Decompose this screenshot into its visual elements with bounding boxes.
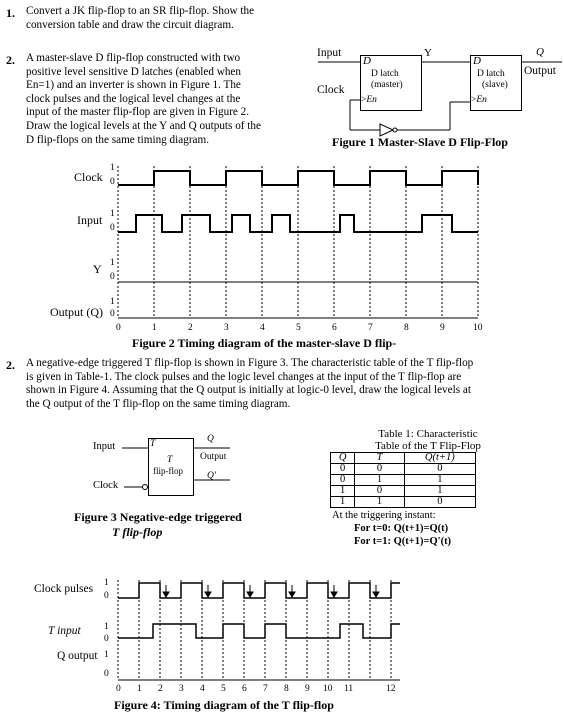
tick-label: 0: [116, 684, 121, 694]
figure-2-caption: Figure 2 Timing diagram of the master-slave D flip-: [132, 336, 397, 350]
tick-label: 3: [179, 684, 184, 694]
q2a-line: En=1) and an inverter is shown in Figure 1. The: [26, 79, 241, 92]
q-out-label: Q: [207, 434, 214, 444]
question-2a-text: [26, 52, 296, 147]
master-en-label: En: [366, 95, 377, 105]
table-row: [331, 475, 476, 486]
level-0: 0: [104, 591, 109, 601]
tick-label: 9: [305, 684, 310, 694]
level-0: 0: [104, 669, 109, 679]
master-latch-name: D latch: [371, 69, 399, 79]
q2a-line: clock pulses and the logical level changes at the: [26, 92, 241, 105]
question-1-number: 1.: [6, 6, 15, 20]
tick-label: 5: [221, 684, 226, 694]
table-1-rule-0: For t=0: Q(t+1)=Q(t): [354, 523, 449, 534]
table-header: T: [355, 453, 404, 464]
input-label: Input: [317, 47, 342, 59]
level-1: 1: [104, 578, 109, 588]
level-1: 1: [110, 297, 115, 307]
table-1-rule-1: For t=1: Q(t+1)=Q'(t): [354, 536, 452, 547]
q2a-line: A master-slave D flip-flop constructed with two: [26, 52, 241, 64]
q2a-line: D flip-flops on the same timing diagram.: [26, 133, 210, 146]
t-output-label: Output: [200, 452, 227, 462]
tick-label: 6: [242, 684, 247, 694]
ff-t-label: T: [167, 455, 173, 465]
master-en-pin: >En: [361, 95, 377, 105]
q1-line: Convert a JK flip-flop to an SR flip-flop. Show the: [26, 5, 255, 17]
level-1: 1: [110, 258, 115, 268]
q2b-line: shown in Figure 4. Assuming that the Q output is initially at logic-0 level, draw the logical levels at: [26, 384, 471, 397]
table-1-title-2: Table of the T Flip-Flop: [375, 440, 481, 452]
table-cell: 1: [355, 497, 404, 508]
q2a-line: input of the master flip-flop are given in Figure 2.: [26, 106, 250, 119]
table-row: [331, 497, 476, 508]
figure-3-caption-2: T flip-flop: [112, 525, 163, 539]
signal-label-q-output: Q output: [57, 650, 98, 662]
figure-4-caption: Figure 4: Timing diagram of the T flip-flop: [114, 698, 334, 712]
signal-label-y: Y: [93, 262, 102, 276]
signal-label-t-input: T input: [48, 625, 81, 637]
signal-label-clock-pulses: Clock pulses: [34, 583, 94, 595]
table-cell: 0: [355, 464, 404, 475]
t-input-label: Input: [93, 441, 116, 452]
table-cell: 0: [331, 475, 355, 486]
level-1: 1: [110, 209, 115, 219]
table-cell: 0: [355, 486, 404, 497]
q2a-line: positive level sensitive D latches (enabled when: [26, 65, 241, 78]
figure-1: [300, 42, 564, 152]
tick-label: 8: [404, 323, 409, 333]
tick-label: 4: [200, 684, 205, 694]
tick-label: 4: [260, 323, 265, 333]
slave-latch-sub: (slave): [482, 80, 508, 90]
tick-label: 9: [440, 323, 445, 333]
tick-label: 10: [473, 323, 483, 333]
signal-label-clock: Clock: [74, 170, 103, 184]
q2b-line: the Q output of the T flip-flop on the same timing diagram.: [26, 397, 291, 410]
table-cell: 0: [404, 497, 475, 508]
table-header: Q(t+1): [404, 453, 475, 464]
level-0: 0: [110, 177, 115, 187]
table-cell: 1: [331, 497, 355, 508]
tick-label: 10: [323, 684, 333, 694]
slave-en-pin: >En: [471, 95, 487, 105]
figure-3: [74, 430, 300, 530]
tick-label: 2: [158, 684, 163, 694]
master-d-pin: D: [363, 55, 371, 67]
table-cell: 1: [331, 486, 355, 497]
tick-label: 3: [224, 323, 229, 333]
tick-label: 0: [116, 323, 121, 333]
level-1: 1: [104, 622, 109, 632]
q2b-line: A negative-edge triggered T flip-flop is shown in Figure 3. The characteristic table of the T flip-flop: [26, 357, 474, 369]
table-cell: 1: [355, 475, 404, 486]
t-pin-label: T: [150, 439, 156, 449]
figure-4-waveforms: [0, 572, 564, 712]
q2a-line: Draw the logical levels at the Y and Q outputs of the: [26, 119, 261, 132]
tick-label: 6: [332, 323, 337, 333]
signal-label-input: Input: [77, 213, 103, 227]
ff-name-label: flip-flop: [153, 466, 183, 476]
figure-1-caption: Figure 1 Master-Slave D Flip-Flop: [332, 135, 508, 149]
tick-label: 2: [188, 323, 193, 333]
tick-label: 12: [386, 684, 396, 694]
tick-label: 8: [284, 684, 289, 694]
q2b-line: is given in Table-1. The clock pulses and the logic level changes at the input of the T flip-flop are: [26, 370, 462, 383]
tick-label: 1: [152, 323, 157, 333]
table-cell: 0: [331, 464, 355, 475]
level-0: 0: [110, 309, 115, 319]
table-cell: 1: [404, 486, 475, 497]
level-0: 0: [110, 272, 115, 282]
characteristic-table: [330, 452, 476, 508]
level-0: 0: [110, 223, 115, 233]
table-row: [331, 464, 476, 475]
level-1: 1: [110, 163, 115, 173]
table-1: [330, 428, 526, 548]
table-row: [331, 486, 476, 497]
figure-2: [0, 160, 564, 360]
y-label: Y: [424, 47, 432, 59]
tick-label: 7: [263, 684, 268, 694]
tick-label: 11: [344, 684, 354, 694]
tick-label: 5: [296, 323, 301, 333]
question-2b-number: 2.: [6, 358, 15, 372]
figure-3-caption-1: Figure 3 Negative-edge triggered: [74, 510, 242, 524]
table-1-note: At the triggering instant:: [332, 510, 436, 521]
table-cell: 1: [404, 475, 475, 486]
figure-4: [0, 572, 564, 712]
qbar-out-label: Q': [207, 471, 216, 481]
slave-d-pin: D: [473, 55, 481, 67]
table-1-title-1: Table 1: Characteristic: [378, 428, 478, 440]
slave-en-label: En: [476, 95, 487, 105]
level-0: 0: [104, 634, 109, 644]
table-cell: 0: [404, 464, 475, 475]
level-1: 1: [104, 650, 109, 660]
signal-label-output: Output (Q): [50, 305, 103, 319]
slave-latch-name: D latch: [477, 69, 505, 79]
tick-label: 1: [137, 684, 142, 694]
t-clock-label: Clock: [93, 480, 119, 491]
question-2a-number: 2.: [6, 53, 15, 67]
question-2b-text: [26, 357, 556, 411]
master-latch-sub: (master): [371, 80, 403, 90]
table-header: Q: [331, 453, 355, 464]
q1-line: conversion table and draw the circuit diagram.: [26, 18, 234, 31]
clock-label: Clock: [317, 84, 345, 96]
q-label: Q: [536, 46, 544, 58]
question-1-text: [26, 5, 298, 32]
tick-label: 7: [368, 323, 373, 333]
output-label: Output: [524, 65, 556, 77]
